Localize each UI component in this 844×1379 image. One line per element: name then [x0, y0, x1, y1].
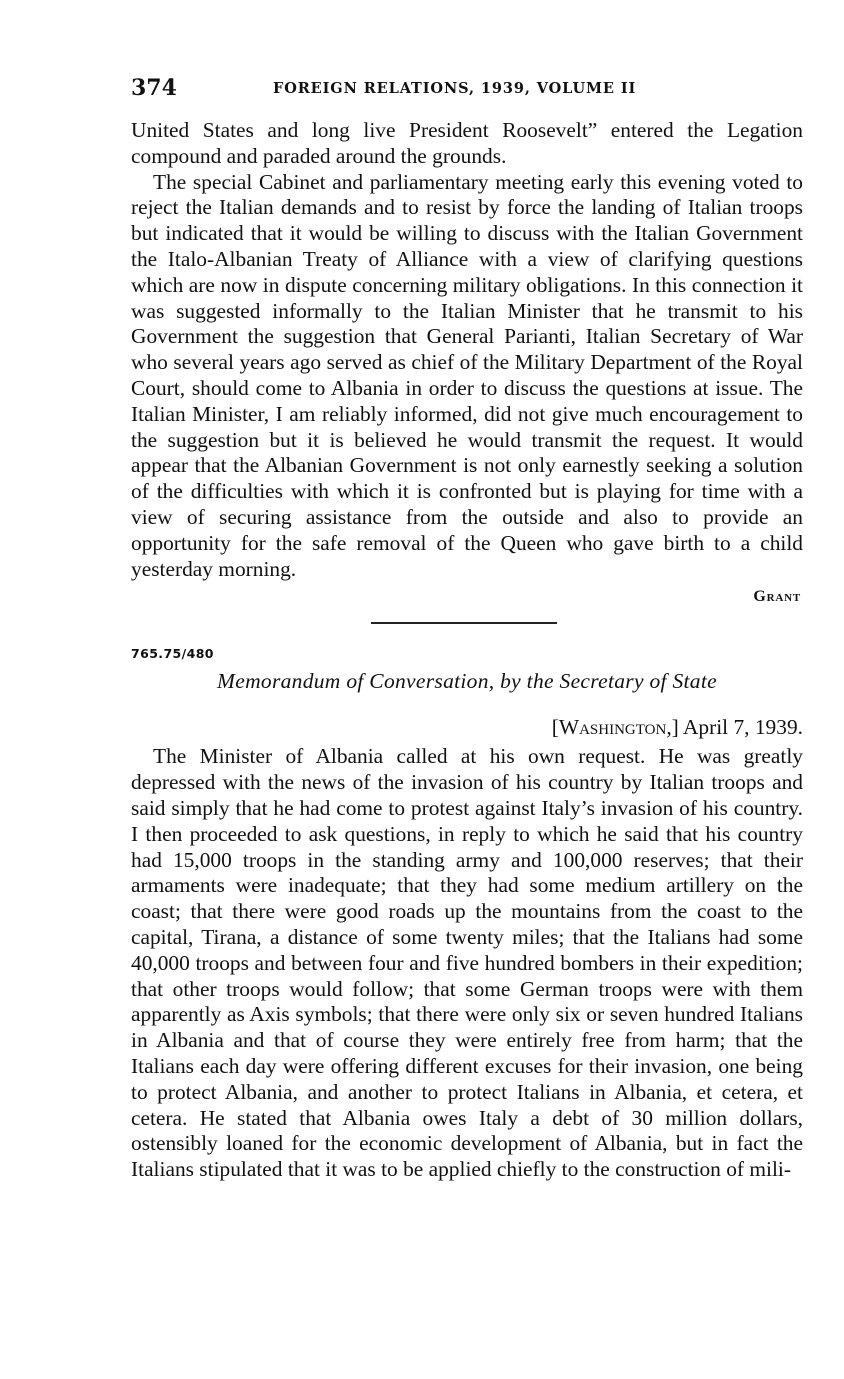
dateline-date: April 7, 1939. — [682, 715, 803, 740]
document-page — [131, 72, 803, 1183]
dateline — [131, 714, 803, 740]
memorandum-title: Memorandum of Conversation, by the Secretary of State — [217, 669, 717, 694]
running-header — [131, 72, 803, 104]
memorandum-paragraph: The Minister of Albania called at his own request. He was greatly depressed with the news of the invasion of his country by Italian troops and said simply that he had come to protest against Italy’s invasion of his country. I then proceeded to ask questions, in reply to which he said that his country had 15,000 troops in the standing army and 100,000 reserves; that their armaments were inadequate; that they had some medium artillery on the coast; that there were good roads up the mountains from the coast to the capital, Tirana, a distance of some twenty miles; that the Italians had some 40,000 troops and between four and five hundred bombers in their expedition; that other troops would follow; that some German troops were with them apparently as Axis symbols; that there were only six or seven hundred Italians in Albania and that of course they were entirely free from harm; that the Italians each day were offering different excuses for their invasion, one being to protect Albania, and another to protect Italians in Albania, et cetera, et cetera. He stated that Albania owes Italy a debt of 30 million dollars, ostensibly loaned for the economic development of Albania, but in fact the Italians stipulated that it was to be applied chiefly to the construction of mili- — [131, 744, 803, 1182]
page-number: 374 — [131, 75, 177, 101]
continued-paragraph: United States and long live President Roosevelt” entered the Legation compound and paraded around the grounds. — [131, 118, 803, 168]
section-divider — [371, 622, 557, 624]
cabinet-meeting-paragraph: The special Cabinet and parliamentary meeting early this evening voted to reject the Italian demands and to resist by force the landing of Italian troops but indicated that it would be willing to discuss with the Italian Government the Italo-Albanian Treaty of Alliance with a view of clarifying questions which are now in dispute concerning military obligations. In this connection it was suggested informally to the Italian Minister that he transmit to his Government the suggestion that General Parianti, Italian Secretary of War who several years ago served as chief of the Military Department of the Royal Court, should come to Albania in order to discuss the questions at issue. The Italian Minister, I am reliably informed, did not give much encouragement to the suggestion but it is believed he would transmit the request. It would appear that the Albanian Government is not only earnestly seeking a solution of the difficulties with which it is confronted but is playing for time with a view of securing assistance from the outside and also to provide an opportunity for the safe removal of the Queen who gave birth to a child yesterday morning. — [131, 169, 803, 581]
signature-grant: Grant — [753, 588, 801, 606]
dateline-place: [Washington,] — [551, 715, 679, 740]
file-number: 765.75/480 — [131, 646, 214, 662]
running-title: FOREIGN RELATIONS, 1939, VOLUME II — [273, 80, 637, 97]
